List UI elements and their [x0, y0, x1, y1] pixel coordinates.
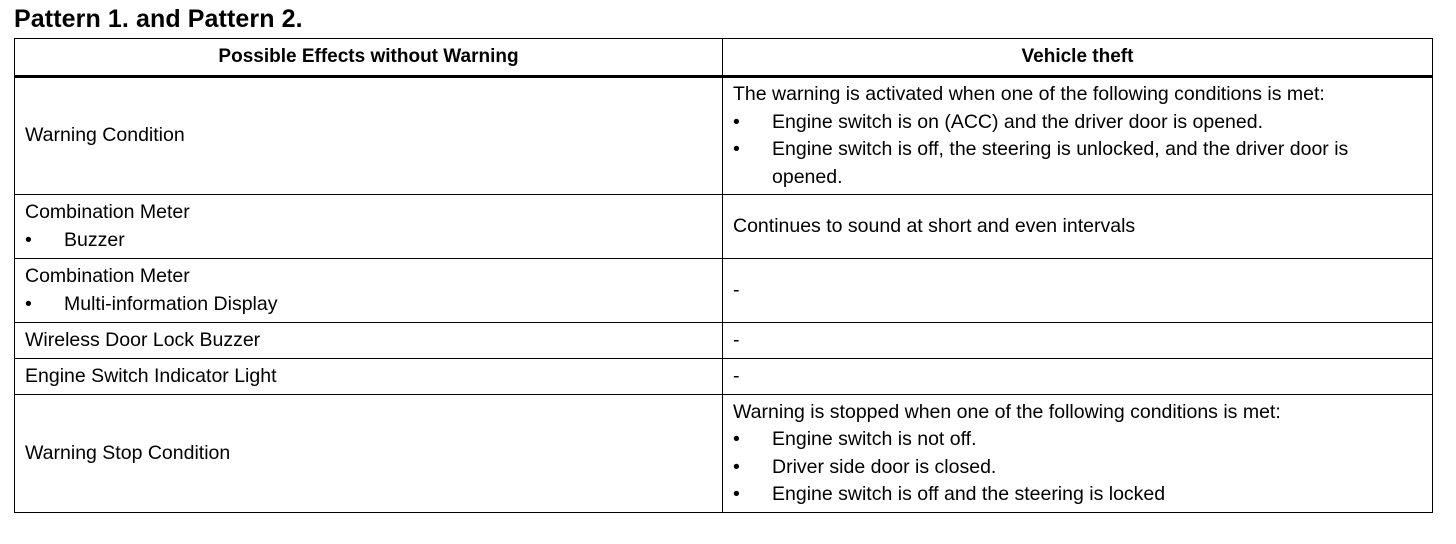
table-row-warning-stop-condition	[15, 395, 1433, 513]
row-value-intro: The warning is activated when one of the following conditions is met:	[733, 83, 1325, 105]
condition-item: • Engine switch is on (ACC) and the driver door is opened.	[733, 109, 1422, 137]
table-row-combination-meter-buzzer	[15, 195, 1433, 259]
row-label-cell	[15, 359, 723, 395]
label-sub-list	[25, 291, 712, 319]
row-label: Warning Condition	[25, 124, 185, 147]
row-label-cell	[15, 77, 723, 195]
condition-item: • Engine switch is off and the steering is locked	[733, 481, 1422, 509]
row-value: -	[733, 278, 740, 301]
column-header-vehicle-theft: Vehicle theft	[723, 39, 1433, 77]
label-sub-item: • Buzzer	[25, 227, 712, 255]
page-title: Pattern 1. and Pattern 2.	[14, 5, 303, 33]
row-label: Warning Stop Condition	[25, 441, 231, 464]
table-header-row	[15, 39, 1433, 77]
row-value-intro: Warning is stopped when one of the following conditions is met:	[733, 400, 1281, 423]
row-value-cell	[723, 395, 1433, 513]
condition-list	[733, 426, 1422, 509]
row-value-cell	[723, 259, 1433, 323]
row-label: Combination Meter	[25, 201, 190, 223]
label-sub-item: • Multi-information Display	[25, 291, 712, 319]
condition-item: • Driver side door is closed.	[733, 454, 1422, 482]
row-label: Combination Meter	[25, 265, 190, 287]
row-value-cell	[723, 323, 1433, 359]
table-row-combination-meter-display	[15, 259, 1433, 323]
condition-item: • Engine switch is off, the steering is unlocked, and the driver door is opened.	[733, 136, 1422, 191]
label-sub-list	[25, 227, 712, 255]
effects-table	[14, 38, 1433, 513]
table-row-engine-switch-indicator	[15, 359, 1433, 395]
row-value-cell	[723, 77, 1433, 195]
row-value-cell	[723, 359, 1433, 395]
row-value: -	[733, 364, 740, 387]
row-value: Continues to sound at short and even intervals	[733, 214, 1136, 237]
table-row-warning-condition	[15, 77, 1433, 195]
row-label: Wireless Door Lock Buzzer	[25, 328, 261, 351]
column-header-effects: Possible Effects without Warning	[15, 39, 723, 77]
row-label-cell	[15, 395, 723, 513]
row-value: -	[733, 328, 740, 351]
condition-item: • Engine switch is not off.	[733, 426, 1422, 454]
condition-list	[733, 109, 1422, 192]
row-value-cell	[723, 195, 1433, 259]
row-label-cell	[15, 323, 723, 359]
table-row-wireless-door-lock-buzzer	[15, 323, 1433, 359]
row-label-cell	[15, 259, 723, 323]
row-label: Engine Switch Indicator Light	[25, 364, 277, 387]
row-label-cell	[15, 195, 723, 259]
